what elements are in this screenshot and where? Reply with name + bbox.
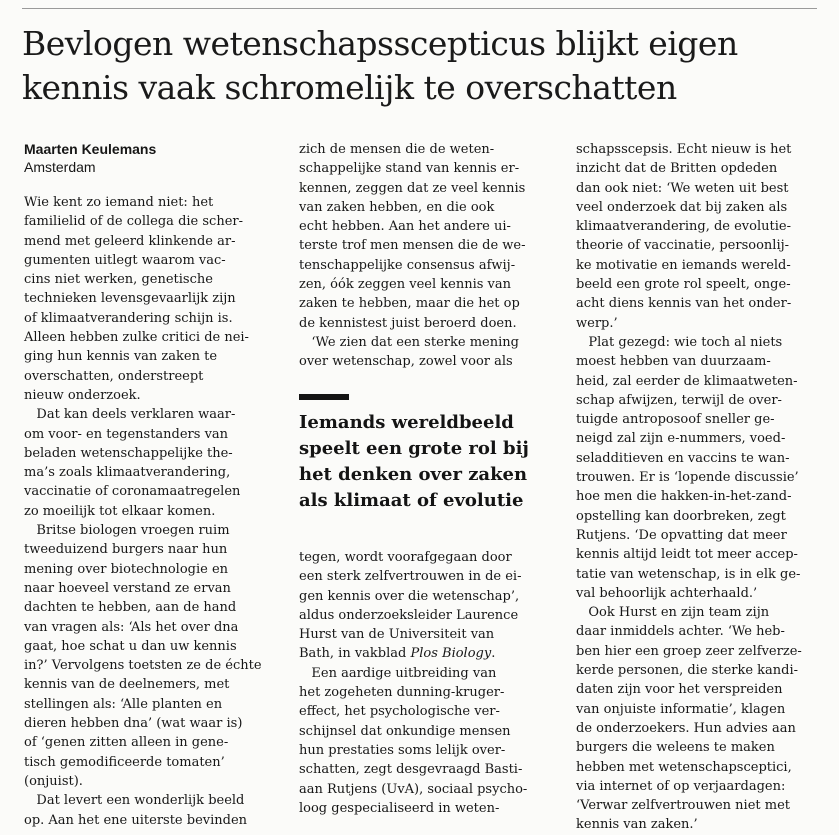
text-line: ‘We zien dat een sterke mening [299,334,519,350]
text-line: Dat kan deels verklaren waar- [24,407,236,423]
text-line: via internet of op verjaardagen: [576,778,786,794]
text-line: kennis van de deelnemers, met [24,677,230,693]
text-line: van onjuiste informatie’, klagen [576,701,786,717]
text-line: aldus onderzoeksleider Laurence [299,607,519,623]
text-line-journal [299,644,559,663]
text-line: veel onderzoek dat bij zaken als [576,199,788,215]
text-line: mening over biotechnologie en [24,561,229,577]
column-1 [24,140,284,830]
text-line: inzicht dat de Britten opdeden [576,161,778,177]
column-1-body [24,193,284,830]
text-line: kennis altijd leidt tot meer accep- [576,547,798,563]
column-2-top [299,140,559,372]
column-2-bottom-body-a [299,548,559,644]
text-line: Wie kent zo iemand niet: het [24,195,214,210]
journal-suffix: . [491,646,496,662]
text-line: aan Rutjens (UvA), sociaal psycho- [299,781,528,797]
pull-quote-rule [299,394,349,400]
text-line: terste trof men mensen die de we- [299,238,526,254]
text-line: ke motivatie en iemands wereld- [576,257,791,273]
text-line: hebben met wetenschapsceptici, [576,759,792,775]
journal-name: Plos Biology [410,646,492,662]
text-line: effect, het psychologische ver- [299,704,500,720]
text-line: nieuw onderzoek. [24,387,141,403]
text-line: beeld een grote rol speelt, onge- [576,277,791,293]
text-line: familielid of de collega die scher- [24,214,243,230]
text-line: kennen, zeggen dat ze veel kennis [299,180,526,196]
text-line: (onjuist). [24,773,83,789]
text-line: technieken levensgevaarlijk zijn [24,291,236,307]
text-line: ben hier een groep zeer zelfverze- [576,643,802,659]
text-line: overschatten, onderstreept [24,368,204,384]
text-line: ‘Verwar zelfvertrouwen niet met [576,798,791,814]
text-line: daar inmiddels achter. ‘We heb- [576,624,785,640]
text-line: of klimaatverandering schijn is. [24,310,233,326]
text-line: over wetenschap, zowel voor als [299,354,513,370]
text-line: kerde personen, die sterke kandi- [576,663,799,679]
text-line: zo moeilijk tot elkaar komen. [24,503,216,519]
text-line: beladen wetenschappelijke the- [24,445,233,461]
text-line: dieren hebben dna’ (wat waar is) [24,716,243,732]
text-line: tuigde antroposoof sneller ge- [576,412,775,428]
text-line: loog gespecialiseerd in weten- [299,800,500,816]
text-line: moest hebben van duurzaam- [576,354,771,370]
text-line: naar hoeveel verstand ze ervan [24,580,231,596]
text-line: Britse biologen vroegen ruim [24,523,230,539]
column-3-body [576,140,838,835]
text-line: schatten, zegt desgevraagd Basti- [299,762,523,778]
text-line: theorie of vaccinatie, persoonlij- [576,238,790,254]
text-line: Hurst van de Universiteit van [299,627,495,643]
text-line: opstelling kan doorbreken, zegt [576,508,786,524]
text-line: stellingen als: ‘Alle planten en [24,696,223,712]
text-line: schijnsel dat onkundige mensen [299,723,511,739]
text-line: acht diens kennis van het onder- [576,296,792,312]
text-line: zich de mensen die de weten- [299,142,495,157]
author-location: Amsterdam [24,159,96,175]
text-line: schapsscepsis. Echt nieuw is het [576,142,792,157]
text-line: Een aardige uitbreiding van [299,665,497,681]
text-line: van vragen als: ‘Als het over dna [24,619,239,635]
text-line: hoe men die hakken-in-het-zand- [576,489,792,505]
text-line: daten zijn voor het verspreiden [576,682,783,698]
text-line: in?’ Vervolgens toetsten ze de échte [24,658,262,674]
text-line: schap afwijzen, terwijl de over- [576,392,782,408]
text-line: dachten te hebben, aan de hand [24,600,237,616]
text-line: gen kennis over die wetenschap’, [299,588,520,604]
text-line: of ‘genen zitten alleen in gene- [24,735,229,751]
author-name: Maarten Keulemans [24,141,157,157]
text-line: Ook Hurst en zijn team zijn [576,605,770,621]
text-line: de onderzoekers. Hun advies aan [576,720,796,736]
text-line: het zogeheten dunning-kruger- [299,685,505,701]
text-line: tegen, wordt voorafgegaan door [299,550,512,565]
text-line: tisch gemodificeerde tomaten’ [24,754,225,770]
text-line: seladditieven en vaccins te wan- [576,450,790,466]
text-line: vaccinatie of coronamaatregelen [24,484,241,500]
text-line: gaat, hoe schat u dan uw kennis [24,638,237,654]
text-line: neigd zal zijn e-nummers, voed- [576,431,786,447]
text-line: heid, zal eerder de klimaatweten- [576,373,798,389]
column-3 [576,140,838,835]
text-line: echt hebben. Aan het andere ui- [299,219,511,235]
text-line: cins niet werken, genetische [24,272,213,288]
text-line: Alleen hebben zulke critici de nei- [24,330,249,346]
headline: Bevlogen wetenschapsscepticus blijkt eigen kennis vaak schromelijk te overschatten [22,24,738,107]
text-line: tenschappelijke consensus afwij- [299,257,516,273]
top-rule [22,8,817,9]
column-2-top-body [299,140,559,372]
text-line: Dat levert een wonderlijk beeld [24,793,245,809]
pull-quote: Iemands wereldbeeld speelt een grote rol bij het denken over zaken als klimaat of evolutie [299,412,529,511]
text-line: kennis van zaken.’ [576,817,698,833]
text-line: val behoorlijk achterhaald.’ [576,585,758,601]
text-line: de kennistest juist beroerd doen. [299,315,517,331]
text-line: burgers die weleens te maken [576,740,775,756]
text-line: op. Aan het ene uiterste bevinden [24,812,248,828]
text-line: Plat gezegd: wie toch al niets [576,334,783,350]
text-line: klimaatverandering, de evolutie- [576,219,791,235]
text-line: mend met geleerd klinkende ar- [24,233,236,249]
text-line: Rutjens. ‘De opvatting dat meer [576,527,787,543]
column-2-bottom [299,548,559,818]
column-2-bottom-body-b [299,664,559,818]
text-line: trouwen. Er is ‘lopende discussie’ [576,470,799,486]
text-line: tatie van wetenschap, is in elk ge- [576,566,801,582]
text-line: schappelijke stand van kennis er- [299,161,520,177]
journal-prefix: Bath, in vakblad [299,646,411,662]
text-line: werp.’ [576,315,618,331]
text-line: van zaken hebben, en die ook [299,199,495,215]
text-line: om voor- en tegenstanders van [24,426,229,442]
text-line: tweeduizend burgers naar hun [24,542,228,558]
text-line: hun prestaties soms lelijk over- [299,742,506,758]
text-line: een sterk zelfvertrouwen in de ei- [299,569,522,585]
text-line: gumenten uitlegt waarom vac- [24,252,226,268]
text-line: zaken te hebben, maar die het op [299,296,520,312]
text-line: zen, óók zeggen veel kennis van [299,277,511,293]
text-line: dan ook niet: ‘We weten uit best [576,180,789,196]
text-line: ging hun kennis van zaken te [24,349,218,365]
text-line: ma’s zoals klimaatverandering, [24,465,231,481]
